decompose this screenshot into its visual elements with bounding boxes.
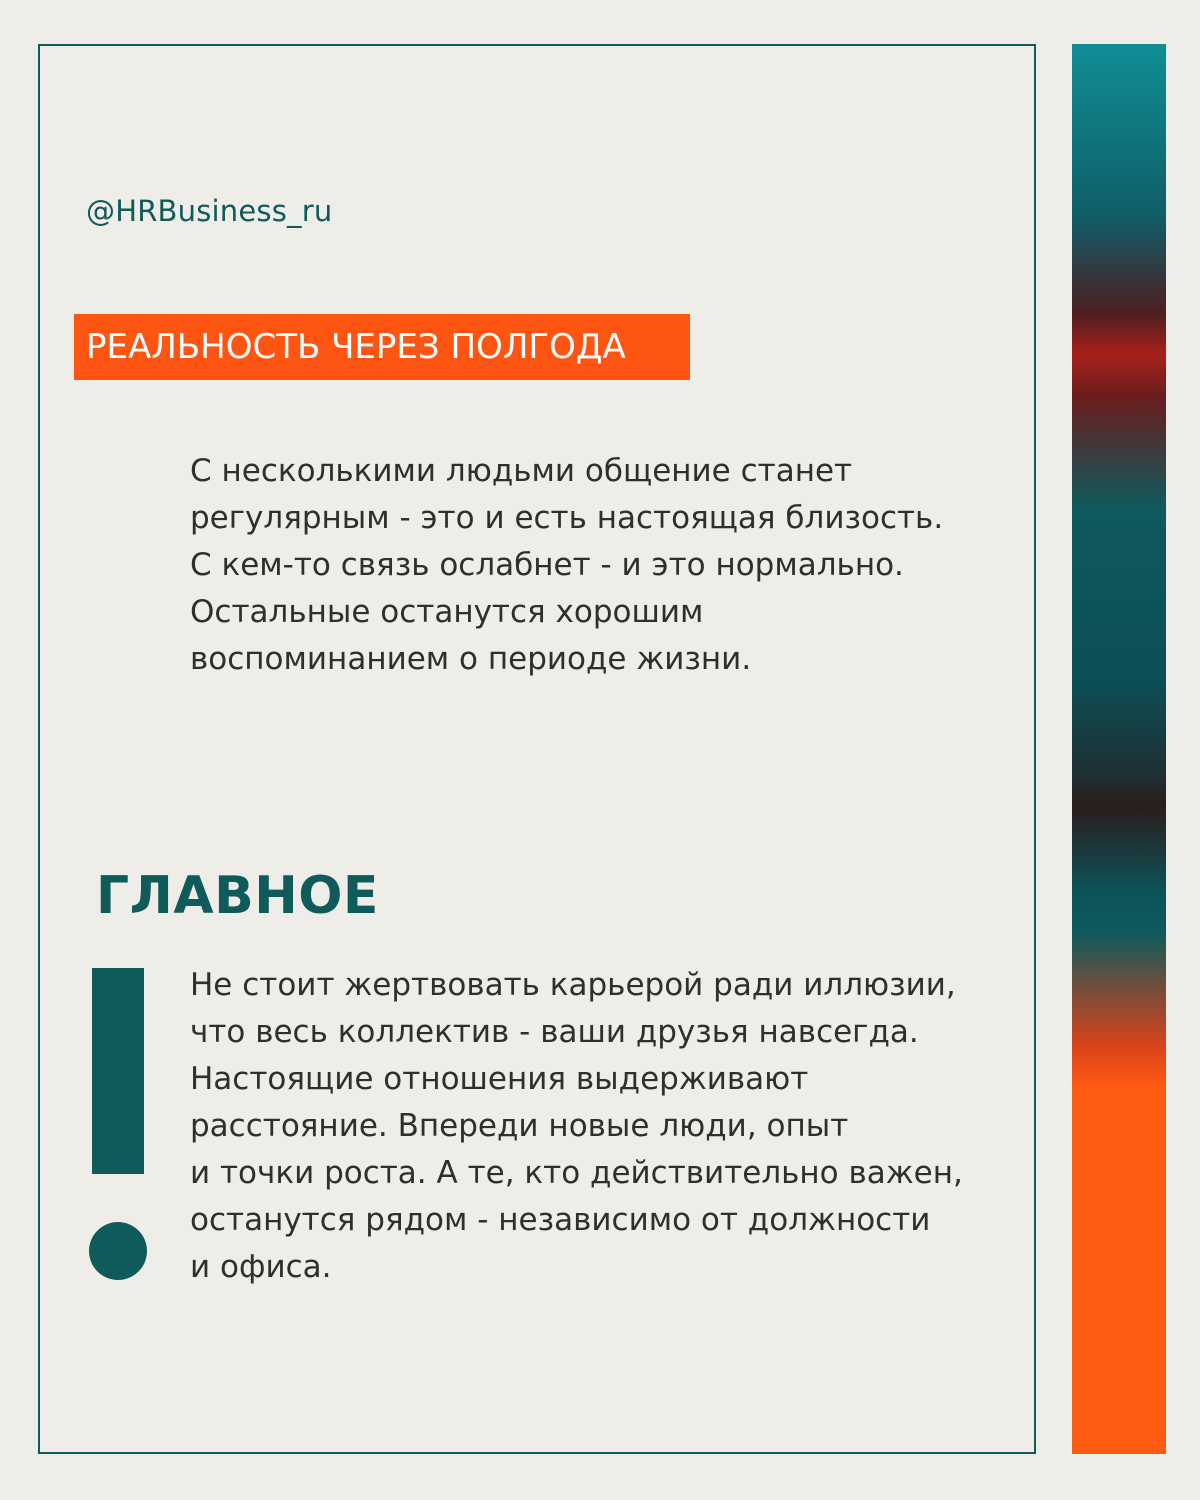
exclamation-dot <box>89 1222 147 1280</box>
account-handle: @HRBusiness_ru <box>86 194 333 228</box>
section-badge: РЕАЛЬНОСТЬ ЧЕРЕЗ ПОЛГОДА <box>74 314 690 380</box>
decorative-gradient-bar <box>1072 44 1166 1454</box>
exclamation-bar <box>92 968 144 1174</box>
reality-paragraph: С несколькими людьми общение станет регулярным - это и есть настоящая близость. С кем-то связь ослабнет - и это нормально. Остальные останутся хорошим воспоминанием о периоде жизни. <box>190 453 944 677</box>
main-point-paragraph: Не стоит жертвовать карьерой ради иллюзии, что весь коллектив - ваши друзья навсегда. Настоящие отношения выдерживают расстояние. Впереди новые люди, опыт и точки роста. А те, кто действительно важен, останутся рядом - независимо от должности и офиса. <box>190 967 963 1285</box>
main-point-title: ГЛАВНОЕ <box>96 866 379 926</box>
